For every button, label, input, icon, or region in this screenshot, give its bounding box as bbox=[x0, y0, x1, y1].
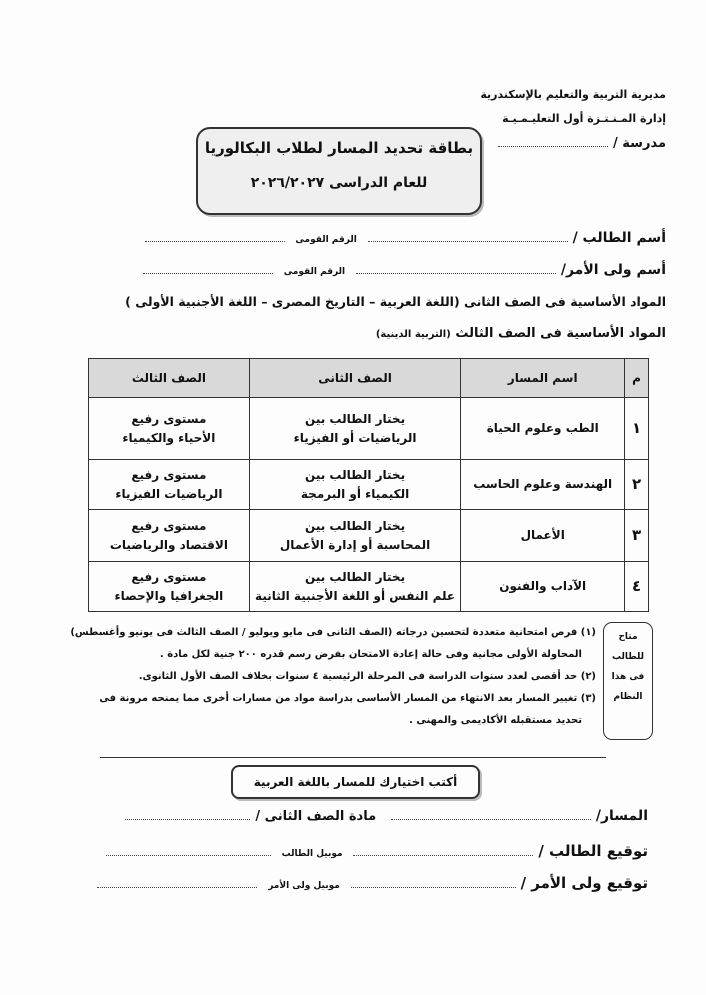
choice-options: الرياضيات أو الفيزياء bbox=[293, 430, 417, 445]
table-row bbox=[89, 460, 649, 510]
guardian-name-blank[interactable] bbox=[356, 273, 556, 274]
administration-label: إدارة المـنـتـزة أول التعليـمـيـة bbox=[502, 112, 666, 125]
col-number: م bbox=[625, 359, 649, 398]
level-label: مستوى رفيع bbox=[131, 569, 207, 584]
divider bbox=[100, 757, 606, 758]
third-year-subjects bbox=[89, 562, 250, 612]
subjects: الرياضيات الفيزياء bbox=[115, 486, 223, 501]
tracks-table bbox=[88, 358, 649, 612]
choice-options: الكيمياء أو البرمجة bbox=[300, 486, 410, 501]
student-id-label: الرقم القومى bbox=[295, 235, 357, 245]
school-label: مدرسة / bbox=[613, 136, 666, 151]
basics-second-year: المواد الأساسية فى الصف الثانى (اللغة العربية – التاريخ المصرى – اللغة الأجنبية الأولى ) bbox=[125, 294, 666, 309]
available-box bbox=[603, 622, 653, 740]
choice-intro: يختار الطالب بين bbox=[305, 467, 406, 482]
note-1: (١) فرص امتحانية متعددة لتحسين درجاته (الصف الثانى فى مايو ويوليو / الصف الثالث فى يونيو وأغسطس) bbox=[70, 627, 596, 638]
subjects: الجغرافيا والإحصاء bbox=[114, 588, 224, 603]
subjects: الأحياء والكيمياء bbox=[122, 430, 216, 445]
card-title: بطاقة تحديد المسار لطلاب البكالوريا bbox=[204, 139, 474, 157]
note-3-continued: تحديد مستقبله الأكاديمى والمهنى . bbox=[409, 715, 582, 726]
student-sign-blank[interactable] bbox=[353, 855, 533, 856]
guardian-mobile-blank[interactable] bbox=[97, 887, 257, 888]
track-choice-row bbox=[88, 808, 648, 824]
student-name-row bbox=[106, 230, 666, 246]
table-row bbox=[89, 562, 649, 612]
directorate-label: مديرية التربية والتعليم بالإسكندرية bbox=[480, 88, 666, 101]
level-label: مستوى رفيع bbox=[131, 518, 207, 533]
third-year-subjects bbox=[89, 398, 250, 460]
second-year-choice bbox=[249, 510, 461, 562]
level-label: مستوى رفيع bbox=[131, 411, 207, 426]
choose-track-box: أكتب اختيارك للمسار باللغة العربية bbox=[231, 765, 480, 799]
track-name: الطب وعلوم الحياة bbox=[461, 398, 625, 460]
track-name: الأعمال bbox=[461, 510, 625, 562]
choice-intro: يختار الطالب بين bbox=[305, 569, 406, 584]
row-number: ٣ bbox=[625, 510, 649, 562]
guardian-mobile-label: موبيل ولى الأمر bbox=[268, 881, 340, 891]
notes-list bbox=[70, 622, 596, 732]
track-label: المسار/ bbox=[595, 808, 648, 824]
subjects: الاقتصاد والرياضيات bbox=[109, 537, 228, 552]
col-third-year: الصف الثالث bbox=[89, 359, 250, 398]
guardian-id-blank[interactable] bbox=[143, 273, 273, 274]
guardian-sign-row bbox=[88, 874, 648, 892]
basics-third-subject: (التربية الدينية) bbox=[375, 329, 451, 340]
row-number: ١ bbox=[625, 398, 649, 460]
choice-options: علم النفس أو اللغة الأجنبية الثانية bbox=[255, 588, 456, 603]
student-name-blank[interactable] bbox=[368, 241, 568, 242]
note-2: (٢) حد أقصى لعدد سنوات الدراسة فى المرحلة الرئيسية ٤ سنوات بخلاف الصف الأول الثانوى. bbox=[138, 671, 596, 682]
available-line: متاح bbox=[618, 632, 638, 642]
row-number: ٤ bbox=[625, 562, 649, 612]
choice-intro: يختار الطالب بين bbox=[305, 411, 406, 426]
second-year-choice bbox=[249, 460, 461, 510]
track-name: الهندسة وعلوم الحاسب bbox=[461, 460, 625, 510]
note-3: (٣) تغيير المسار بعد الانتهاء من المسار الأساسى بدراسة مواد من مسارات أخرى مما يمنحه مرونة فى bbox=[99, 693, 596, 704]
table-row bbox=[89, 398, 649, 460]
second-year-choice bbox=[249, 562, 461, 612]
basics-third-label: المواد الأساسية فى الصف الثالث bbox=[455, 326, 666, 341]
student-mobile-label: موبيل الطالب bbox=[281, 849, 343, 859]
student-sign-label: توقيع الطالب / bbox=[538, 842, 648, 860]
title-box bbox=[196, 127, 482, 215]
school-blank[interactable] bbox=[498, 146, 608, 147]
academic-year: للعام الدراسى ٢٠٢٦/٢٠٢٧ bbox=[250, 175, 428, 191]
guardian-sign-label: توقيع ولى الأمر / bbox=[520, 874, 648, 892]
guardian-id-label: الرقم القومى bbox=[283, 267, 346, 277]
available-line: للطالب bbox=[611, 652, 645, 662]
level-label: مستوى رفيع bbox=[131, 467, 207, 482]
row-number: ٢ bbox=[625, 460, 649, 510]
second-subject-blank[interactable] bbox=[125, 819, 250, 820]
student-sign-row bbox=[88, 842, 648, 860]
basics-third-year bbox=[376, 326, 666, 341]
track-name: الآداب والفنون bbox=[461, 562, 625, 612]
track-blank[interactable] bbox=[391, 819, 591, 820]
guardian-name-row bbox=[106, 262, 666, 278]
third-year-subjects bbox=[89, 460, 250, 510]
student-id-blank[interactable] bbox=[145, 241, 285, 242]
note-1-continued: المحاولة الأولى مجانية وفى حالة إعادة الامتحان بفرض رسم قدره ٢٠٠ جنية لكل مادة . bbox=[159, 649, 582, 660]
third-year-subjects bbox=[89, 510, 250, 562]
guardian-name-label: أسم ولى الأمر/ bbox=[560, 262, 666, 278]
col-track-name: اسم المسار bbox=[461, 359, 625, 398]
school-field bbox=[498, 136, 666, 151]
table-row bbox=[89, 510, 649, 562]
guardian-sign-blank[interactable] bbox=[351, 887, 516, 888]
student-name-label: أسم الطالب / bbox=[572, 230, 666, 246]
col-second-year: الصف الثانى bbox=[249, 359, 461, 398]
choice-options: المحاسبة أو إدارة الأعمال bbox=[279, 537, 431, 552]
second-subject-label: مادة الصف الثانى / bbox=[255, 809, 377, 824]
available-line: فى هذا bbox=[611, 672, 645, 682]
second-year-choice bbox=[249, 398, 461, 460]
available-line: النظام bbox=[613, 692, 643, 702]
student-mobile-blank[interactable] bbox=[106, 855, 271, 856]
table-header-row bbox=[89, 359, 649, 398]
choice-intro: يختار الطالب بين bbox=[305, 518, 406, 533]
